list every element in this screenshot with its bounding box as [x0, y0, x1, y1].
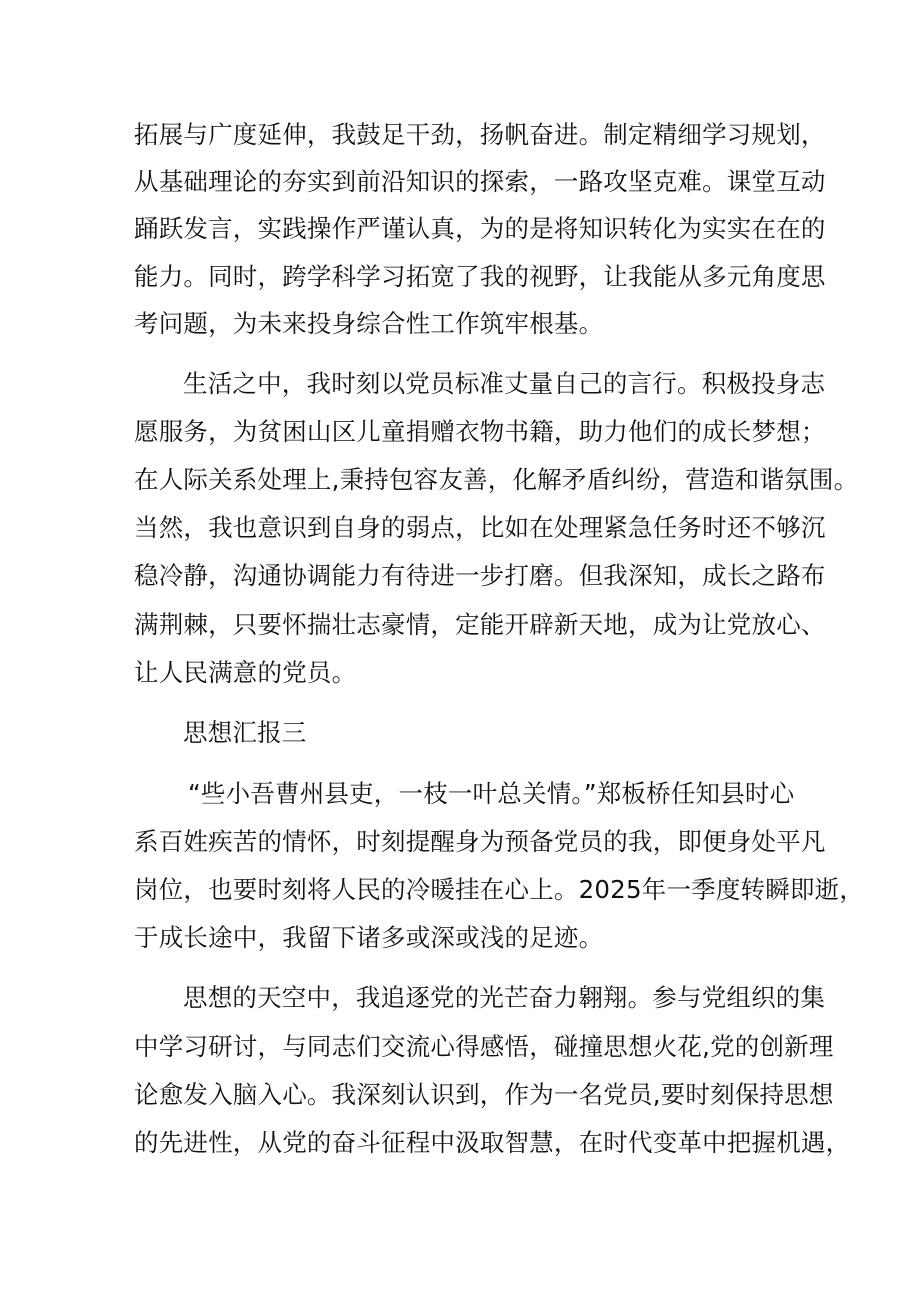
paragraph-1-line-5: 考问题，为未来投身综合性工作筑牢根基。 — [134, 309, 604, 338]
paragraph-1-line-4: 能力。同时，跨学科学习拓宽了我的视野，让我能从多元角度思 — [134, 262, 826, 291]
paragraph-2-line-7: 让人民满意的党员。 — [134, 658, 357, 687]
paragraph-3-line-1: “些小吾曹州县吏，一枝一叶总关情。”郑板桥任知县时心 — [188, 779, 795, 808]
paragraph-4-line-4: 的先进性，从党的奋斗征程中汲取智慧，在时代变革中把握机遇， — [134, 1128, 851, 1157]
paragraph-4-line-1: 思想的天空中，我追逐党的光芒奋力翱翔。参与党组织的集 — [183, 983, 826, 1012]
paragraph-2-line-6: 满荆棘，只要怀揣壮志豪情，定能开辟新天地，成为让党放心、 — [134, 610, 826, 639]
paragraph-1-line-2: 从基础理论的夯实到前沿知识的探索，一路攻坚克难。课堂互动 — [134, 167, 826, 196]
paragraph-2-line-5: 稳冷静，沟通协调能力有待进一步打磨。但我深知，成长之路布 — [134, 561, 826, 590]
paragraph-1-line-3: 踊跃发言，实践操作严谨认真，为的是将知识转化为实实在在的 — [134, 214, 826, 243]
paragraph-2-line-2: 愿服务，为贫困山区儿童捐赠衣物书籍，助力他们的成长梦想； — [134, 417, 826, 446]
paragraph-2-line-3: 在人际关系处理上,秉持包容友善，化解矛盾纠纷，营造和谐氛围。 — [134, 465, 859, 494]
paragraph-3-line-4: 于成长途中，我留下诸多或深或浅的足迹。 — [134, 923, 604, 952]
section-heading: 思想汇报三 — [183, 718, 307, 747]
paragraph-4-line-3: 论愈发入脑入心。我深刻认识到，作为一名党员,要时刻保持思想 — [134, 1080, 834, 1109]
paragraph-2-line-4: 当然，我也意识到自身的弱点，比如在处理紧急任务时还不够沉 — [134, 513, 826, 542]
paragraph-3-line-2: 系百姓疾苦的情怀，时刻提醒身为预备党员的我，即便身处平凡 — [134, 827, 826, 856]
paragraph-1-line-1: 拓展与广度延伸，我鼓足干劲，扬帆奋进。制定精细学习规划， — [134, 120, 826, 149]
paragraph-3-line-3: 岗位，也要时刻将人民的冷暖挂在心上。2025年一季度转瞬即逝， — [134, 875, 865, 904]
paragraph-4-line-2: 中学习研讨，与同志们交流心得感悟，碰撞思想火花,党的创新理 — [134, 1032, 834, 1061]
paragraph-2-line-1: 生活之中，我时刻以党员标准丈量自己的言行。积极投身志 — [183, 369, 826, 398]
